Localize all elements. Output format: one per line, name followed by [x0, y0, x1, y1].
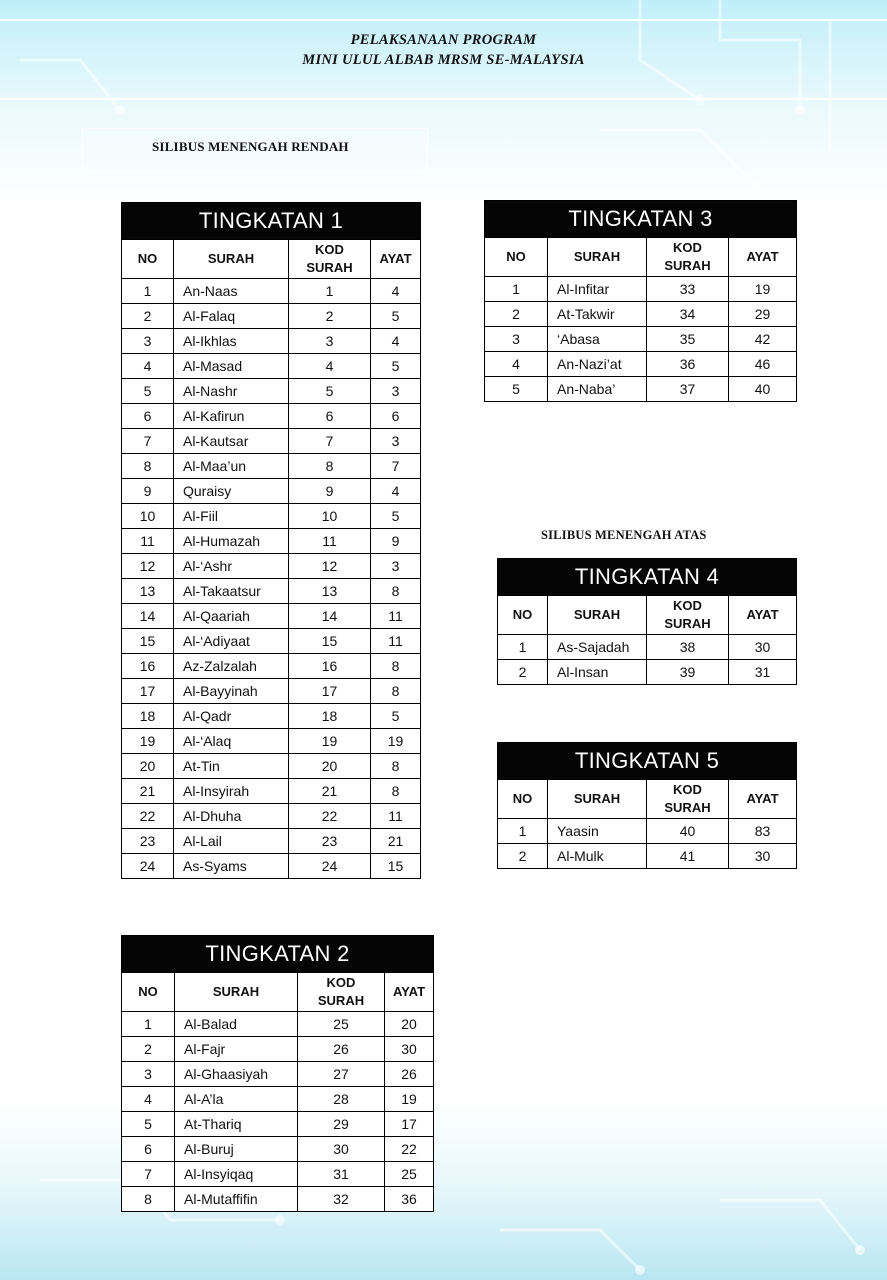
cell-ayat: 83	[729, 819, 797, 844]
table-row	[122, 654, 421, 679]
table-tingkatan-4	[497, 558, 797, 685]
cell-kod-surah: 1	[289, 279, 371, 304]
cell-ayat: 5	[371, 504, 421, 529]
col-header-kod-surah: KOD SURAH	[289, 240, 371, 279]
table-title: TINGKATAN 4	[498, 559, 797, 596]
col-header-kod-surah: KOD SURAH	[298, 973, 385, 1012]
cell-kod-surah: 26	[298, 1037, 385, 1062]
cell-ayat: 15	[371, 854, 421, 879]
cell-no: 3	[485, 327, 548, 352]
col-header-ayat: AYAT	[729, 780, 797, 819]
table-row	[498, 844, 797, 869]
col-header-ayat: AYAT	[371, 240, 421, 279]
cell-surah: Al-Mutaffifin	[175, 1187, 298, 1212]
table-row	[122, 629, 421, 654]
cell-surah: At-Takwir	[548, 302, 647, 327]
cell-surah: Al-‘Alaq	[174, 729, 289, 754]
cell-kod-surah: 11	[289, 529, 371, 554]
table-row	[122, 354, 421, 379]
cell-ayat: 5	[371, 354, 421, 379]
cell-no: 19	[122, 729, 174, 754]
cell-ayat: 20	[385, 1012, 434, 1037]
cell-kod-surah: 31	[298, 1162, 385, 1187]
table-row	[122, 1187, 434, 1212]
cell-ayat: 29	[729, 302, 797, 327]
cell-surah: Al-Qaariah	[174, 604, 289, 629]
table-row	[498, 635, 797, 660]
cell-no: 1	[122, 1012, 175, 1037]
cell-ayat: 19	[371, 729, 421, 754]
table-row	[122, 729, 421, 754]
cell-no: 5	[485, 377, 548, 402]
cell-no: 12	[122, 554, 174, 579]
cell-surah: As-Syams	[174, 854, 289, 879]
table-row	[122, 604, 421, 629]
cell-no: 2	[498, 844, 548, 869]
col-header-kod-surah: KOD SURAH	[647, 596, 729, 635]
cell-surah: Al-‘Adiyaat	[174, 629, 289, 654]
cell-kod-surah: 33	[647, 277, 729, 302]
cell-no: 11	[122, 529, 174, 554]
cell-no: 23	[122, 829, 174, 854]
cell-surah: Al-Insan	[548, 660, 647, 685]
cell-ayat: 5	[371, 704, 421, 729]
col-header-ayat: AYAT	[385, 973, 434, 1012]
table-row	[122, 1162, 434, 1187]
cell-no: 17	[122, 679, 174, 704]
cell-surah: Al-Takaatsur	[174, 579, 289, 604]
cell-surah: Al-Ghaasiyah	[175, 1062, 298, 1087]
cell-ayat: 8	[371, 654, 421, 679]
cell-kod-surah: 2	[289, 304, 371, 329]
cell-kod-surah: 35	[647, 327, 729, 352]
cell-surah: Al-Kafirun	[174, 404, 289, 429]
cell-surah: As-Sajadah	[548, 635, 647, 660]
table-row	[122, 479, 421, 504]
cell-kod-surah: 21	[289, 779, 371, 804]
cell-no: 10	[122, 504, 174, 529]
cell-surah: Al-Humazah	[174, 529, 289, 554]
table-row	[122, 1137, 434, 1162]
cell-kod-surah: 6	[289, 404, 371, 429]
table-title: TINGKATAN 1	[122, 203, 421, 240]
table-row	[498, 660, 797, 685]
table-tingkatan-3	[484, 200, 797, 402]
cell-no: 2	[498, 660, 548, 685]
cell-kod-surah: 8	[289, 454, 371, 479]
cell-kod-surah: 12	[289, 554, 371, 579]
table-row	[122, 404, 421, 429]
table-row	[122, 679, 421, 704]
cell-surah: At-Thariq	[175, 1112, 298, 1137]
cell-kod-surah: 10	[289, 504, 371, 529]
table-row	[485, 327, 797, 352]
cell-surah: Al-Insyirah	[174, 779, 289, 804]
cell-no: 8	[122, 454, 174, 479]
cell-kod-surah: 34	[647, 302, 729, 327]
cell-ayat: 25	[385, 1162, 434, 1187]
table-row	[485, 377, 797, 402]
table-row	[122, 454, 421, 479]
cell-ayat: 22	[385, 1137, 434, 1162]
cell-surah: Al-Falaq	[174, 304, 289, 329]
cell-surah: Al-Masad	[174, 354, 289, 379]
cell-kod-surah: 29	[298, 1112, 385, 1137]
col-header-surah: SURAH	[548, 780, 647, 819]
cell-surah: An-Nazi’at	[548, 352, 647, 377]
cell-ayat: 40	[729, 377, 797, 402]
cell-kod-surah: 3	[289, 329, 371, 354]
cell-surah: Al-A’la	[175, 1087, 298, 1112]
cell-kod-surah: 18	[289, 704, 371, 729]
cell-surah: Al-Insyiqaq	[175, 1162, 298, 1187]
title-line-2: MINI ULUL ALBAB MRSM SE-MALAYSIA	[302, 52, 585, 68]
col-header-kod-surah: KOD SURAH	[647, 780, 729, 819]
header-top-rule	[0, 19, 887, 21]
cell-kod-surah: 13	[289, 579, 371, 604]
cell-surah: Al-Infitar	[548, 277, 647, 302]
cell-ayat: 30	[729, 844, 797, 869]
cell-no: 4	[485, 352, 548, 377]
cell-no: 3	[122, 1062, 175, 1087]
cell-no: 20	[122, 754, 174, 779]
cell-kod-surah: 14	[289, 604, 371, 629]
table-row	[122, 1012, 434, 1037]
cell-no: 3	[122, 329, 174, 354]
cell-kod-surah: 41	[647, 844, 729, 869]
cell-ayat: 6	[371, 404, 421, 429]
cell-ayat: 36	[385, 1187, 434, 1212]
cell-surah: Al-Buruj	[175, 1137, 298, 1162]
cell-no: 13	[122, 579, 174, 604]
cell-ayat: 8	[371, 579, 421, 604]
table-title: TINGKATAN 3	[485, 201, 797, 238]
cell-ayat: 9	[371, 529, 421, 554]
cell-ayat: 4	[371, 329, 421, 354]
table-row	[122, 554, 421, 579]
cell-no: 8	[122, 1187, 175, 1212]
table-row	[485, 302, 797, 327]
cell-kod-surah: 36	[647, 352, 729, 377]
table-row	[122, 504, 421, 529]
cell-surah: Al-Dhuha	[174, 804, 289, 829]
cell-kod-surah: 16	[289, 654, 371, 679]
col-header-kod-surah: KOD SURAH	[647, 238, 729, 277]
cell-ayat: 30	[729, 635, 797, 660]
cell-ayat: 3	[371, 379, 421, 404]
cell-no: 1	[498, 635, 548, 660]
cell-no: 24	[122, 854, 174, 879]
table-title: TINGKATAN 5	[498, 743, 797, 780]
table-row	[122, 1062, 434, 1087]
table-row	[122, 754, 421, 779]
col-header-ayat: AYAT	[729, 238, 797, 277]
cell-kod-surah: 20	[289, 754, 371, 779]
cell-surah: Al-Fajr	[175, 1037, 298, 1062]
cell-ayat: 5	[371, 304, 421, 329]
col-header-surah: SURAH	[174, 240, 289, 279]
table-row	[485, 277, 797, 302]
table-row	[122, 704, 421, 729]
cell-surah: Az-Zalzalah	[174, 654, 289, 679]
cell-ayat: 3	[371, 429, 421, 454]
cell-surah: Al-‘Ashr	[174, 554, 289, 579]
cell-surah: Al-Fiil	[174, 504, 289, 529]
table-row	[122, 1112, 434, 1137]
cell-ayat: 21	[371, 829, 421, 854]
cell-ayat: 26	[385, 1062, 434, 1087]
table-row	[122, 329, 421, 354]
cell-surah: An-Naba’	[548, 377, 647, 402]
cell-ayat: 8	[371, 679, 421, 704]
col-header-surah: SURAH	[175, 973, 298, 1012]
cell-no: 9	[122, 479, 174, 504]
cell-no: 18	[122, 704, 174, 729]
cell-surah: Al-Qadr	[174, 704, 289, 729]
cell-surah: Quraisy	[174, 479, 289, 504]
col-header-no: NO	[485, 238, 548, 277]
col-header-no: NO	[498, 596, 548, 635]
cell-no: 4	[122, 1087, 175, 1112]
cell-ayat: 46	[729, 352, 797, 377]
cell-kod-surah: 30	[298, 1137, 385, 1162]
cell-surah: Al-Nashr	[174, 379, 289, 404]
cell-no: 15	[122, 629, 174, 654]
cell-kod-surah: 5	[289, 379, 371, 404]
cell-kod-surah: 23	[289, 829, 371, 854]
cell-no: 21	[122, 779, 174, 804]
cell-surah: Al-Mulk	[548, 844, 647, 869]
cell-no: 5	[122, 1112, 175, 1137]
cell-no: 1	[498, 819, 548, 844]
cell-ayat: 8	[371, 779, 421, 804]
cell-kod-surah: 32	[298, 1187, 385, 1212]
cell-kod-surah: 28	[298, 1087, 385, 1112]
header-bottom-rule	[0, 98, 887, 100]
cell-ayat: 19	[729, 277, 797, 302]
cell-kod-surah: 24	[289, 854, 371, 879]
section-label-atas: SILIBUS MENENGAH ATAS	[541, 528, 707, 542]
cell-ayat: 7	[371, 454, 421, 479]
cell-surah: Al-Kautsar	[174, 429, 289, 454]
cell-no: 2	[122, 1037, 175, 1062]
cell-ayat: 11	[371, 804, 421, 829]
cell-no: 1	[122, 279, 174, 304]
cell-no: 7	[122, 429, 174, 454]
cell-ayat: 19	[385, 1087, 434, 1112]
cell-kod-surah: 19	[289, 729, 371, 754]
cell-kod-surah: 40	[647, 819, 729, 844]
cell-no: 5	[122, 379, 174, 404]
cell-ayat: 11	[371, 629, 421, 654]
cell-kod-surah: 9	[289, 479, 371, 504]
table-row	[485, 352, 797, 377]
table-row	[122, 304, 421, 329]
cell-no: 2	[485, 302, 548, 327]
table-row	[498, 819, 797, 844]
cell-ayat: 4	[371, 479, 421, 504]
table-tingkatan-2	[121, 935, 434, 1212]
cell-surah: Yaasin	[548, 819, 647, 844]
table-tingkatan-5	[497, 742, 797, 869]
cell-surah: ‘Abasa	[548, 327, 647, 352]
section-label-rendah: SILIBUS MENENGAH RENDAH	[152, 139, 349, 154]
table-row	[122, 1087, 434, 1112]
cell-no: 22	[122, 804, 174, 829]
cell-kod-surah: 22	[289, 804, 371, 829]
col-header-no: NO	[122, 973, 175, 1012]
col-header-no: NO	[122, 240, 174, 279]
table-row	[122, 779, 421, 804]
cell-surah: An-Naas	[174, 279, 289, 304]
table-row	[122, 854, 421, 879]
table-title: TINGKATAN 2	[122, 936, 434, 973]
cell-kod-surah: 7	[289, 429, 371, 454]
cell-no: 4	[122, 354, 174, 379]
title-line-1: PELAKSANAAN PROGRAM	[350, 32, 537, 48]
col-header-surah: SURAH	[548, 238, 647, 277]
table-row	[122, 804, 421, 829]
cell-ayat: 4	[371, 279, 421, 304]
table-row	[122, 429, 421, 454]
cell-ayat: 42	[729, 327, 797, 352]
cell-ayat: 31	[729, 660, 797, 685]
cell-kod-surah: 4	[289, 354, 371, 379]
cell-surah: Al-Bayyinah	[174, 679, 289, 704]
cell-surah: Al-Ikhlas	[174, 329, 289, 354]
cell-no: 6	[122, 404, 174, 429]
cell-kod-surah: 37	[647, 377, 729, 402]
col-header-ayat: AYAT	[729, 596, 797, 635]
cell-kod-surah: 25	[298, 1012, 385, 1037]
cell-ayat: 8	[371, 754, 421, 779]
cell-kod-surah: 27	[298, 1062, 385, 1087]
cell-no: 7	[122, 1162, 175, 1187]
cell-surah: At-Tin	[174, 754, 289, 779]
cell-surah: Al-Balad	[175, 1012, 298, 1037]
col-header-no: NO	[498, 780, 548, 819]
table-row	[122, 279, 421, 304]
cell-surah: Al-Lail	[174, 829, 289, 854]
table-row	[122, 829, 421, 854]
table-tingkatan-1	[121, 202, 421, 879]
table-row	[122, 1037, 434, 1062]
cell-surah: Al-Maa’un	[174, 454, 289, 479]
cell-kod-surah: 39	[647, 660, 729, 685]
cell-kod-surah: 15	[289, 629, 371, 654]
cell-ayat: 17	[385, 1112, 434, 1137]
cell-ayat: 30	[385, 1037, 434, 1062]
cell-ayat: 3	[371, 554, 421, 579]
cell-no: 1	[485, 277, 548, 302]
cell-kod-surah: 38	[647, 635, 729, 660]
document-title	[0, 30, 887, 70]
col-header-surah: SURAH	[548, 596, 647, 635]
cell-kod-surah: 17	[289, 679, 371, 704]
table-row	[122, 529, 421, 554]
table-row	[122, 579, 421, 604]
cell-no: 14	[122, 604, 174, 629]
table-row	[122, 379, 421, 404]
cell-no: 6	[122, 1137, 175, 1162]
cell-no: 2	[122, 304, 174, 329]
cell-ayat: 11	[371, 604, 421, 629]
cell-no: 16	[122, 654, 174, 679]
